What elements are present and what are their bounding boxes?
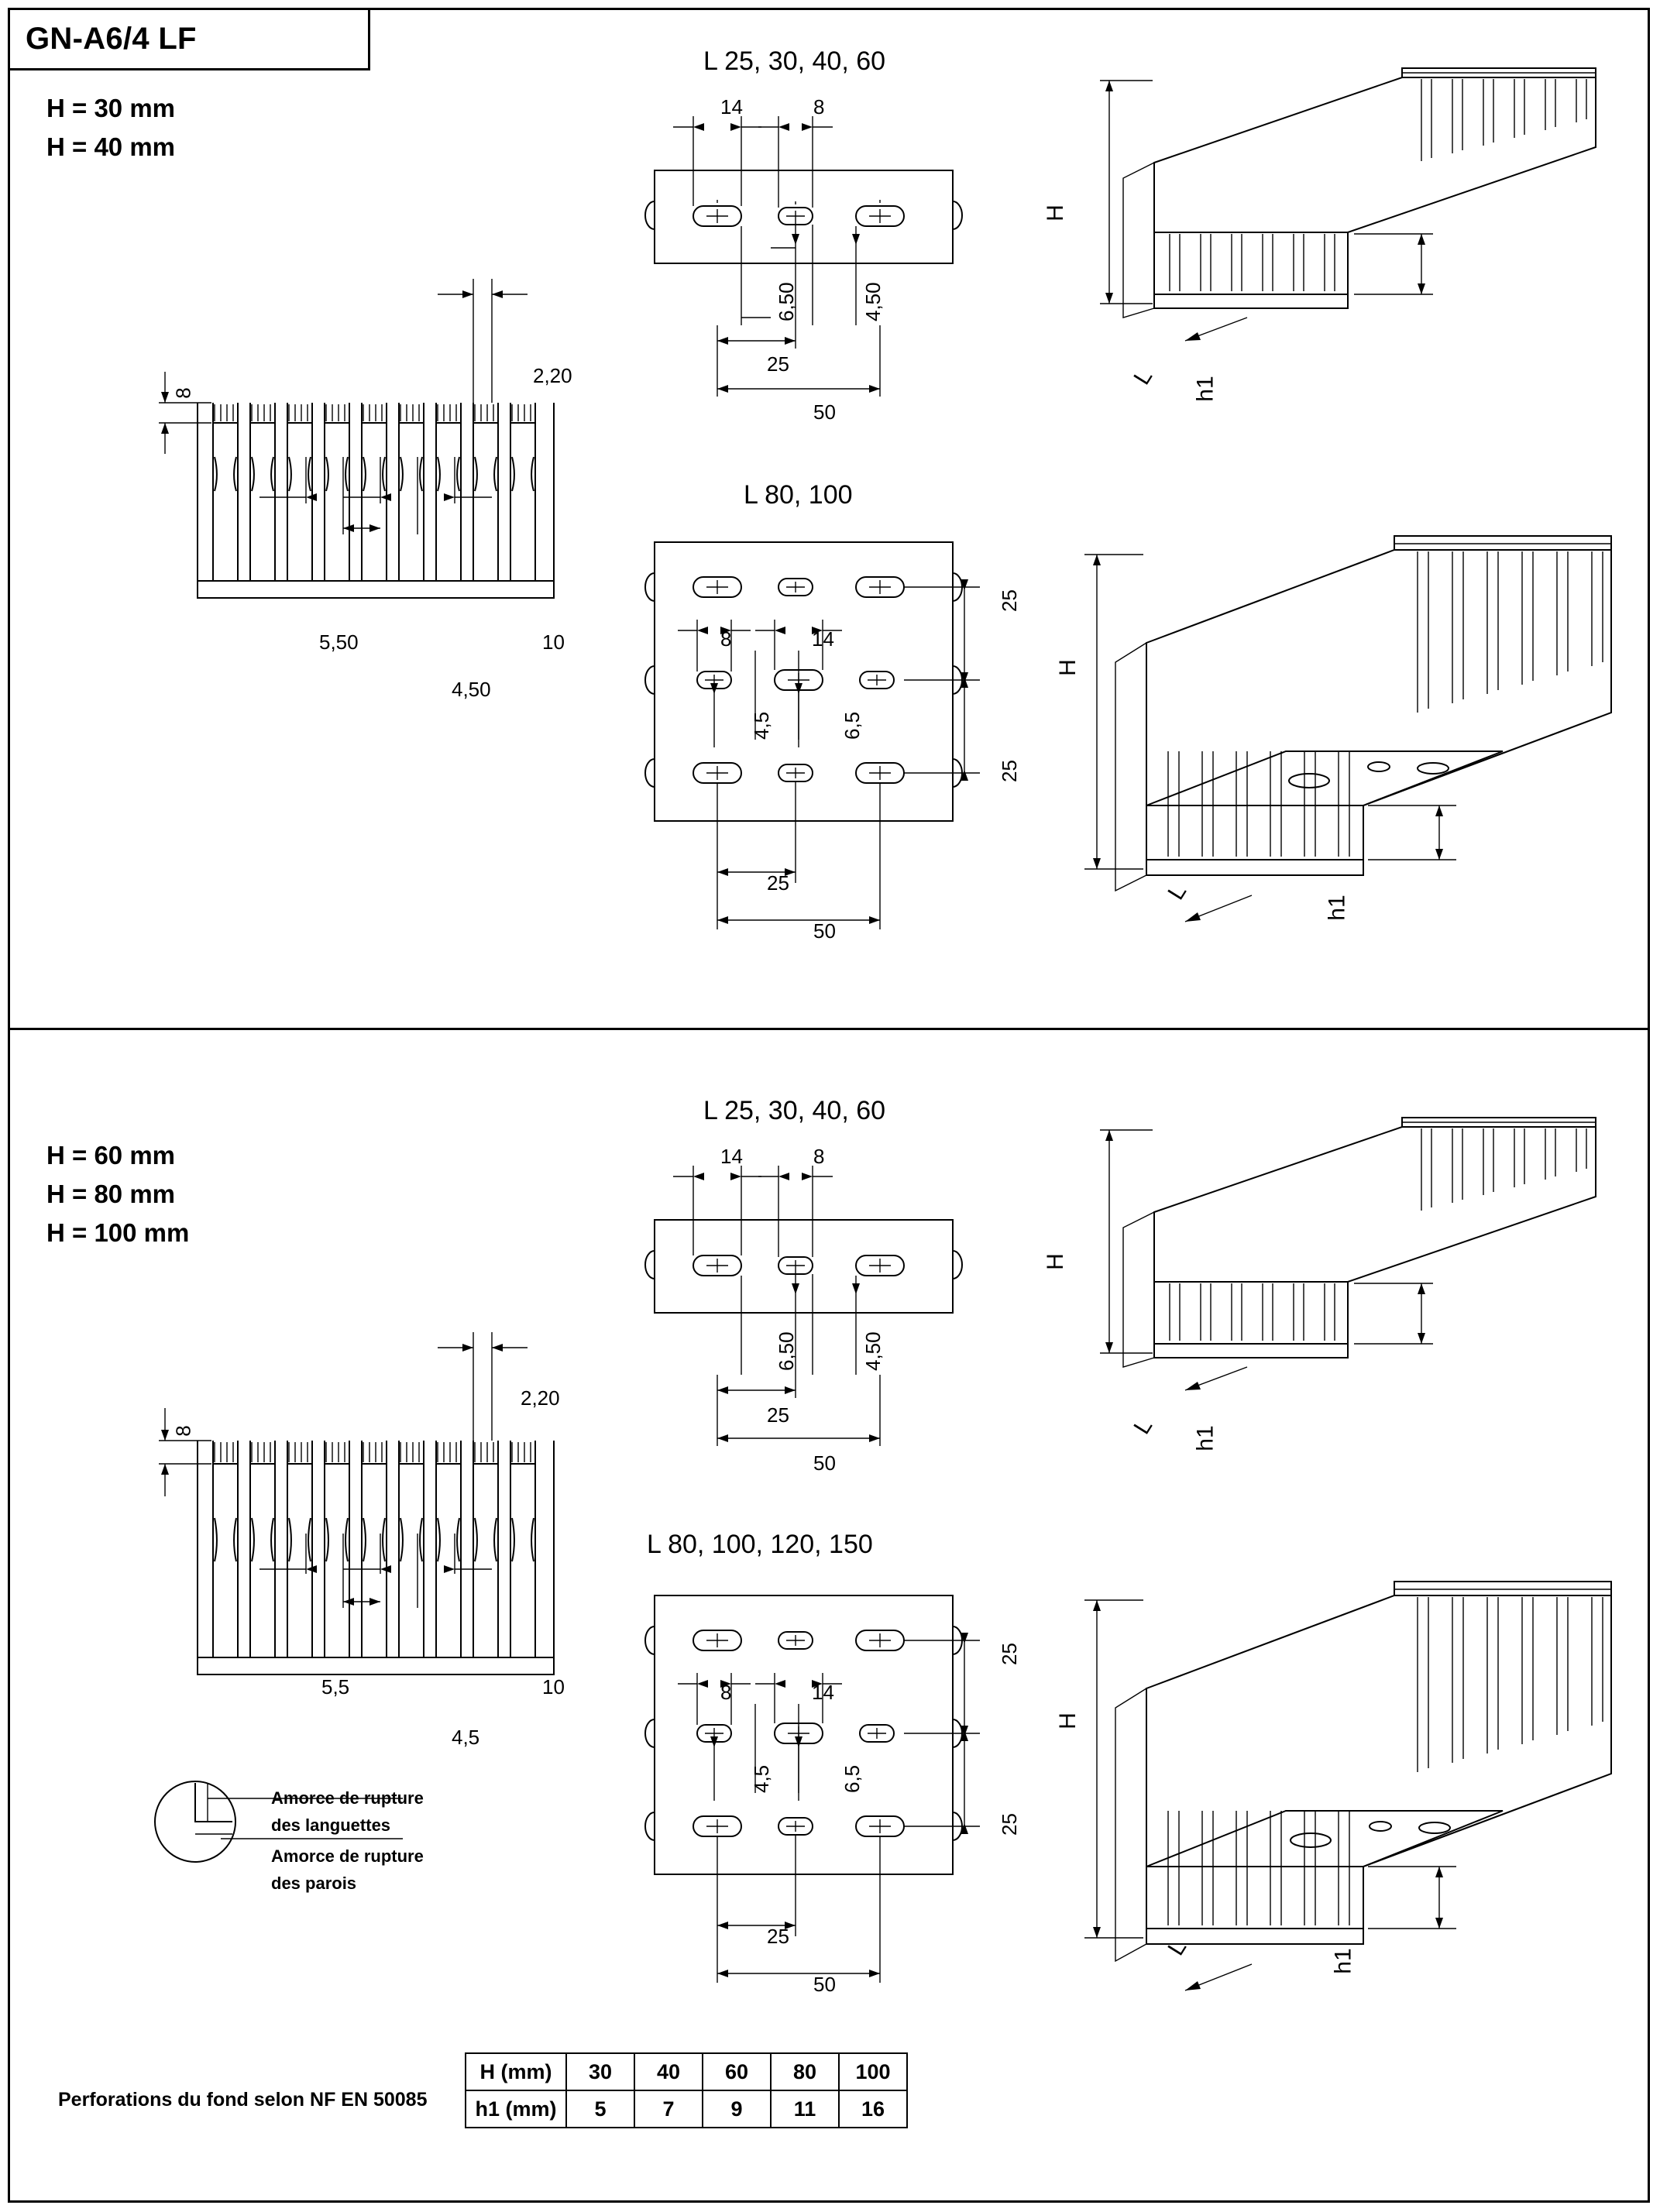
upper-large-dim-65: 6,5 (840, 711, 864, 740)
upper-plate-large-title: L 80, 100 (744, 480, 853, 510)
lower-large-dim-14: 14 (812, 1681, 834, 1704)
upper-small-dim-450: 4,50 (861, 282, 885, 321)
upper-large-dim-25b: 25 (998, 760, 1021, 782)
upper-large-dim-45: 4,5 (750, 711, 773, 740)
lower-large-dim-65: 6,5 (840, 1764, 864, 1793)
lower-iso-small-h1: h1 (1192, 1425, 1218, 1451)
table-cell-h1-9: 9 (703, 2090, 771, 2128)
table-cell-h1-5: 5 (566, 2090, 634, 2128)
upper-small-dim-650: 6,50 (775, 282, 798, 321)
table-cell-H-30: 30 (566, 2053, 634, 2090)
upper-small-dim-14: 14 (720, 95, 743, 118)
lower-dim-45: 4,5 (452, 1726, 480, 1749)
upper-iso-large-h1: h1 (1324, 895, 1350, 921)
upper-iso-large-H: H (1054, 659, 1081, 676)
upper-iso-view-large (1069, 519, 1611, 953)
lower-small-dim-14: 14 (720, 1145, 743, 1168)
upper-iso-small-H: H (1042, 204, 1068, 222)
lower-large-dim-50: 50 (813, 1973, 836, 1996)
upper-large-dim-14: 14 (812, 627, 834, 651)
upper-iso-small-h1: h1 (1192, 376, 1218, 402)
lower-iso-small-H: H (1042, 1253, 1068, 1270)
table-row (466, 2053, 907, 2090)
lower-small-dim-25: 25 (767, 1403, 789, 1427)
lower-height-80: H = 80 mm (46, 1180, 175, 1208)
lower-plate-small (647, 1142, 1011, 1491)
table-cell-H-40: 40 (634, 2053, 703, 2090)
upper-large-dim-50: 50 (813, 919, 836, 943)
upper-dim-8: 8 (171, 387, 195, 399)
upper-large-dim-25c: 25 (767, 871, 789, 895)
table-cell-h1-7: 7 (634, 2090, 703, 2128)
upper-large-dim-8: 8 (720, 627, 732, 651)
lower-dim-55: 5,5 (321, 1675, 350, 1698)
lower-large-dim-45: 4,5 (750, 1764, 773, 1793)
callout-parois-line1: Amorce de rupture (271, 1846, 424, 1866)
footnote-standard: Perforations du fond selon NF EN 50085 (58, 2089, 428, 2111)
lower-iso-small-L: L (1129, 1413, 1158, 1439)
upper-small-dim-50: 50 (813, 400, 836, 424)
title-tag (10, 10, 370, 70)
upper-small-dim-25: 25 (767, 352, 789, 376)
callout-parois-line2: des parois (271, 1874, 357, 1893)
lower-small-dim-50: 50 (813, 1451, 836, 1475)
lower-dim-220: 2,20 (521, 1386, 560, 1410)
lower-plate-large-title: L 80, 100, 120, 150 (647, 1530, 873, 1559)
lower-height-60: H = 60 mm (46, 1141, 175, 1170)
table-row (466, 2090, 907, 2128)
lower-dim-10: 10 (542, 1675, 565, 1698)
upper-dim-550: 5,50 (319, 630, 359, 654)
upper-dim-10: 10 (542, 630, 565, 654)
upper-small-dim-8: 8 (813, 95, 825, 118)
lower-plate-large (647, 1588, 1050, 2021)
table-cell-H-80: 80 (771, 2053, 839, 2090)
callout-languettes-line1: Amorce de rupture (271, 1788, 424, 1808)
upper-plate-small (647, 93, 1011, 441)
upper-height-40: H = 40 mm (46, 132, 175, 161)
lower-plate-small-title: L 25, 30, 40, 60 (703, 1096, 886, 1125)
dimension-table (465, 2052, 908, 2128)
table-cell-H-60: 60 (703, 2053, 771, 2090)
table-cell-H-100: 100 (839, 2053, 907, 2090)
lower-comb-profile (167, 1379, 600, 1750)
lower-small-dim-650: 6,50 (775, 1331, 798, 1371)
upper-plate-large (647, 534, 1050, 968)
upper-large-dim-25a: 25 (998, 589, 1021, 612)
lower-large-dim-8: 8 (720, 1681, 732, 1704)
lower-large-dim-25c: 25 (767, 1925, 789, 1948)
upper-iso-small-L: L (1129, 364, 1158, 390)
callout-languettes-line2: des languettes (271, 1815, 391, 1835)
lower-iso-view-small (1069, 1111, 1596, 1437)
lower-iso-large-h1: h1 (1330, 1948, 1356, 1974)
table-head-h1: h1 (mm) (466, 2090, 566, 2128)
page-title: GN-A6/4 LF (26, 22, 197, 56)
lower-iso-large-H: H (1054, 1712, 1081, 1729)
lower-large-dim-25a: 25 (998, 1643, 1021, 1665)
lower-iso-large-L: L (1163, 1935, 1192, 1960)
table-cell-h1-11: 11 (771, 2090, 839, 2128)
section-divider (10, 1028, 1648, 1030)
lower-height-100: H = 100 mm (46, 1218, 190, 1247)
upper-iso-view-small (1069, 62, 1596, 387)
upper-dim-220: 2,20 (533, 364, 572, 387)
upper-height-30: H = 30 mm (46, 94, 175, 122)
upper-plate-small-title: L 25, 30, 40, 60 (703, 46, 886, 76)
lower-small-dim-450: 4,50 (861, 1331, 885, 1371)
upper-dim-450: 4,50 (452, 678, 491, 701)
lower-large-dim-25b: 25 (998, 1813, 1021, 1836)
table-cell-h1-16: 16 (839, 2090, 907, 2128)
table-head-H: H (mm) (466, 2053, 566, 2090)
lower-small-dim-8: 8 (813, 1145, 825, 1168)
upper-iso-large-L: L (1163, 879, 1192, 905)
lower-dim-8: 8 (171, 1425, 195, 1437)
